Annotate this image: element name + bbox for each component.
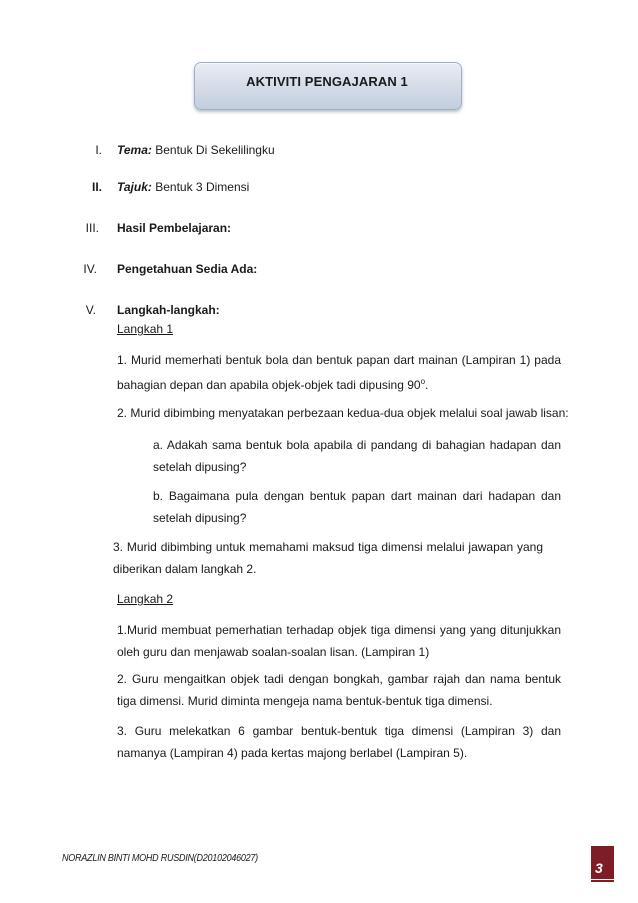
degree-sup: o [420, 377, 426, 386]
section-label: Pengetahuan Sedia Ada: [117, 262, 258, 276]
question-b: b. Bagaimana pula dengan bentuk papan dart mainan dari hadapan dan setelah dipusing? [153, 489, 561, 525]
langkah-2-step-2: 2. Guru mengaitkan objek tadi dengan bongkah, gambar rajah dan nama bentuk tiga dimensi. Murid diminta mengeja nama bentuk-bentuk tiga dimensi. [117, 672, 561, 708]
langkah-1-step-3: 3. Murid dibimbing untuk memahami maksud tiga dimensi melalui jawapan yang diberikan dalam langkah 2. [113, 540, 543, 576]
section-hasil [117, 221, 231, 236]
page-number: 3 [595, 860, 603, 876]
section-tema [117, 143, 275, 158]
section-label: Hasil Pembelajaran: [117, 221, 232, 235]
langkah-2-step-3: 3. Guru melekatkan 6 gambar bentuk-bentuk tiga dimensi (Lampiran 3) dan namanya (Lampiran 4) pada kertas majong berlabel (Lampiran 5). [117, 724, 561, 760]
section-langkah [117, 303, 220, 318]
step-text: 1. Murid memerhati bentuk bola dan bentuk papan dart mainan (Lampiran 1) pada bahagian depan dan apabila objek-objek tadi dipusing 90 [117, 353, 561, 392]
section-number-3: III. [85, 221, 99, 235]
section-label: Tema: [117, 143, 152, 157]
section-label: Langkah-langkah: [117, 303, 220, 317]
section-number-1: I. [95, 143, 102, 157]
question-a: a. Adakah sama bentuk bola apabila di pandang di bahagian hadapan dan setelah dipusing? [153, 438, 561, 474]
section-number-4: IV. [83, 262, 97, 276]
langkah-1-step-1 [117, 349, 561, 396]
langkah-1-heading: Langkah 1 [117, 322, 174, 336]
section-number-2: II. [91, 180, 102, 194]
langkah-2-heading: Langkah 2 [117, 592, 174, 606]
page-title: AKTIVITI PENGAJARAN 1 [246, 74, 408, 89]
section-label: Tajuk: [117, 180, 152, 194]
section-value: Bentuk 3 Dimensi [151, 180, 250, 194]
page-number-underline [591, 879, 614, 880]
section-pengetahuan [117, 262, 257, 277]
step-text-end: . [425, 378, 429, 392]
langkah-2-step-1: 1.Murid membuat pemerhatian terhadap objek tiga dimensi yang yang ditunjukkan oleh guru dan menjawab soalan-soalan lisan. (Lampiran 1) [117, 623, 561, 659]
section-tajuk [117, 180, 249, 195]
section-number-5: V. [85, 303, 96, 317]
section-value: Bentuk Di Sekelilingku [151, 143, 275, 157]
langkah-1-step-2: 2. Murid dibimbing menyatakan perbezaan kedua-dua objek melalui soal jawab lisan: [117, 406, 569, 420]
footer-author: NORAZLIN BINTI MOHD RUSDIN(D20102046027) [62, 852, 258, 864]
